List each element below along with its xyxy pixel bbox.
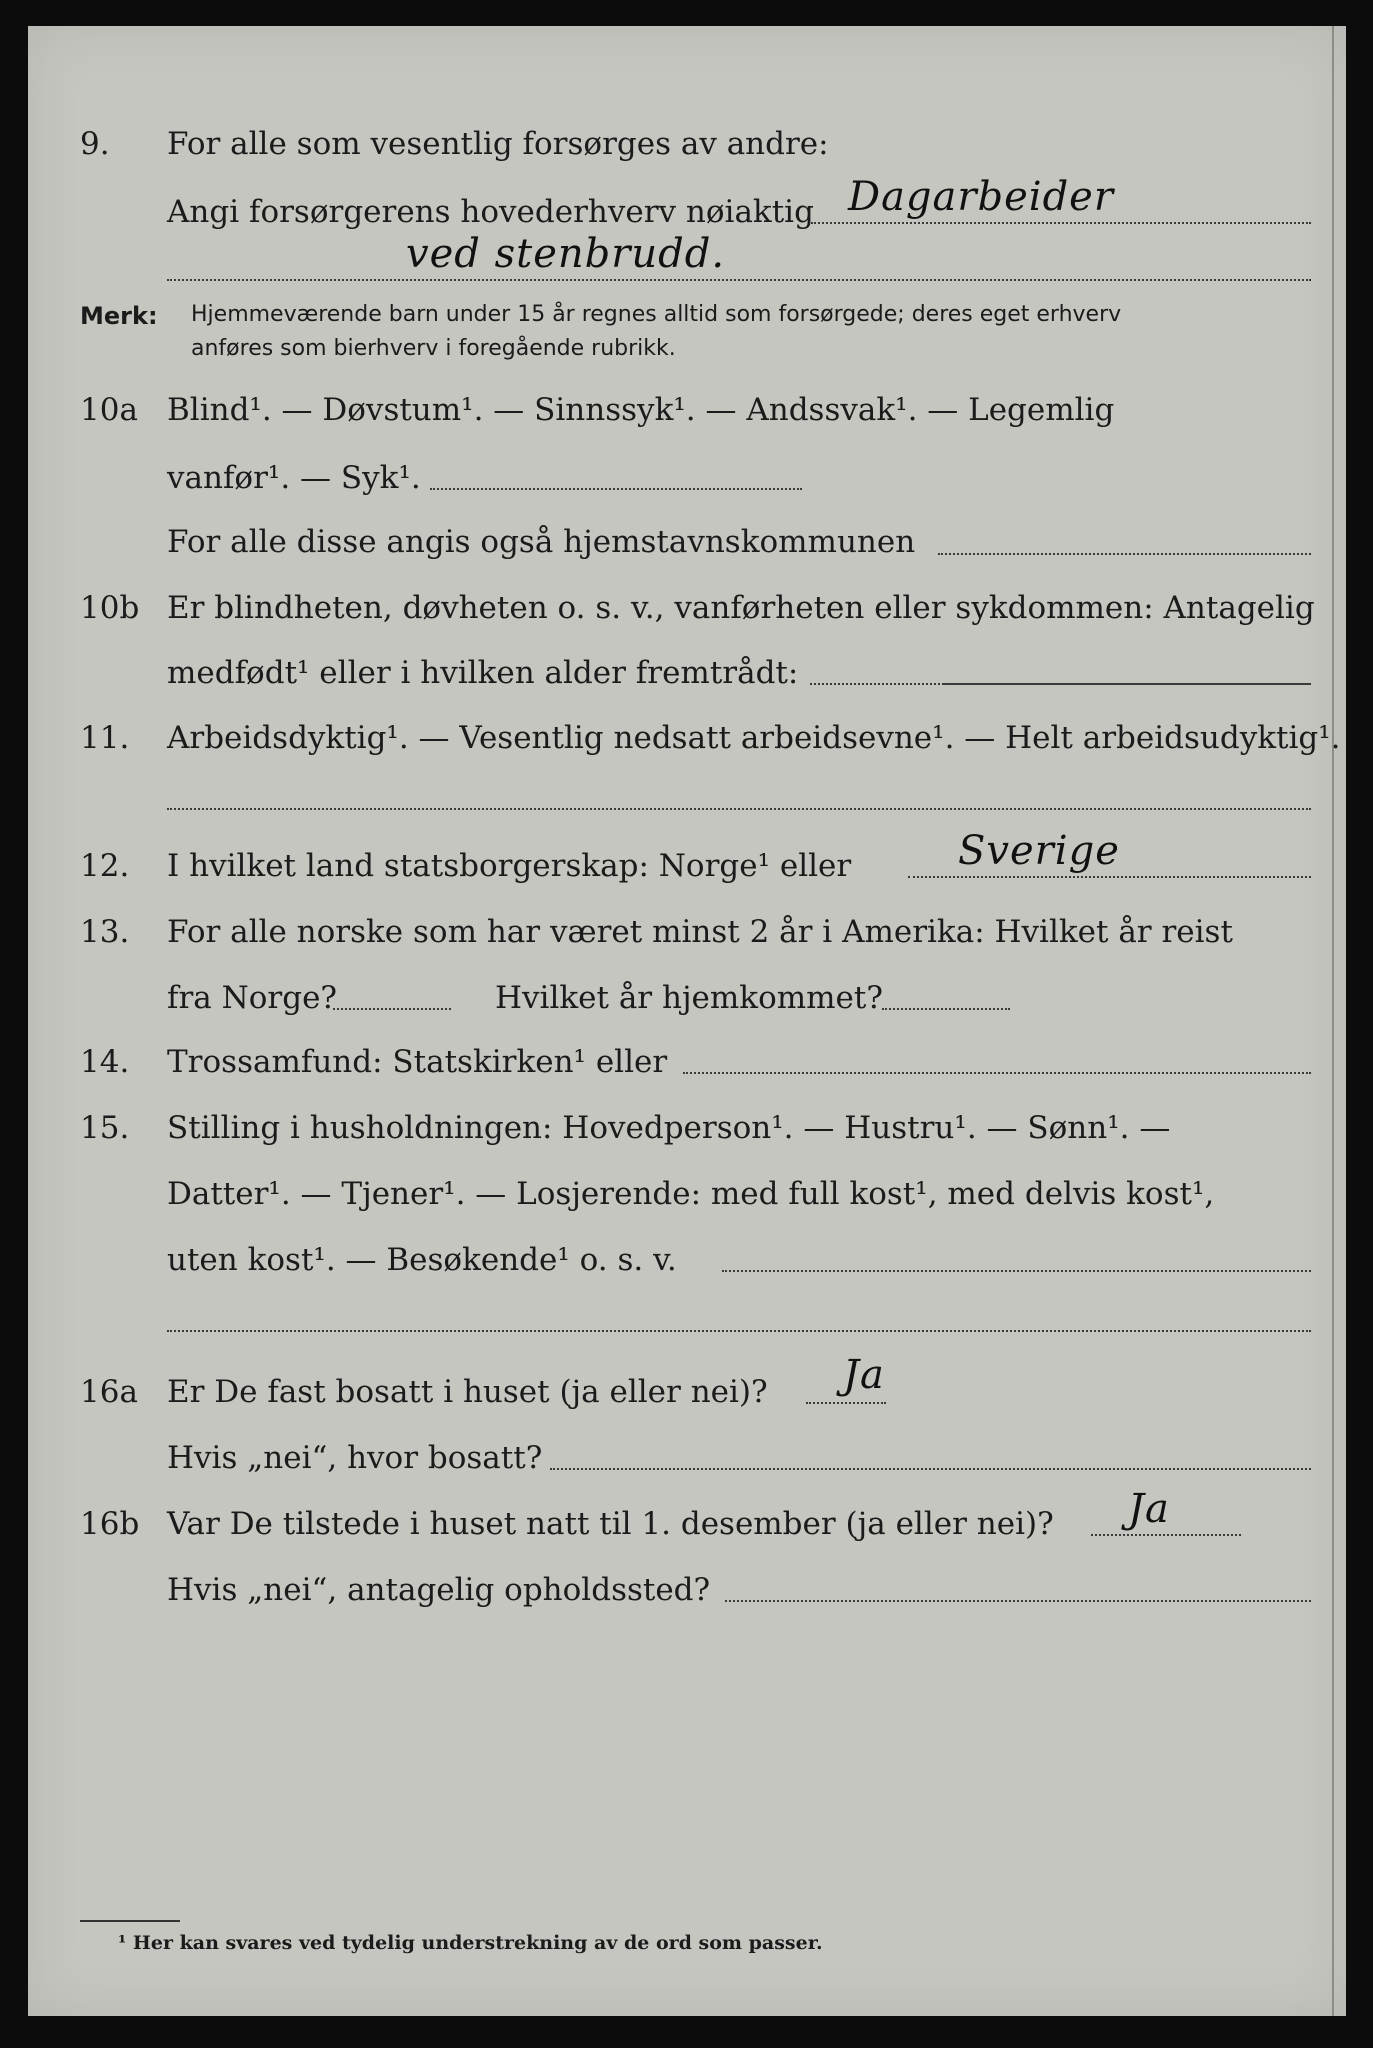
q15-text-line2: Datter¹. — Tjener¹. — Losjerende: med full kost¹, med delvis kost¹, (167, 1176, 1215, 1212)
q16b-number: 16b (80, 1506, 140, 1542)
q10b-text-line1: Er blindheten, døvheten o. s. v., vanførheten eller sykdommen: Antagelig (167, 590, 1315, 626)
q11-number: 11. (80, 720, 130, 756)
q14-number: 14. (80, 1044, 130, 1080)
q10b-answer-dots (810, 683, 948, 685)
q9-number: 9. (80, 126, 110, 162)
q10b-line2 (28, 651, 1346, 695)
q9-answer-line2 (167, 279, 1311, 281)
q16b-answer-line (1091, 1534, 1241, 1536)
census-form-sheet (28, 26, 1346, 2016)
q9-text-line1: For alle som vesentlig forsørges av andre: (167, 126, 829, 162)
q15-answer-line2 (167, 1330, 1311, 1332)
q9-handwritten-answer-part1: Dagarbeider (848, 174, 1114, 220)
q16a-handwritten-answer: Ja (843, 1352, 885, 1398)
sheet-edge-line (1332, 26, 1334, 2016)
q16a-line2 (28, 1436, 1346, 1480)
q15-text-line3: uten kost¹. — Besøkende¹ o. s. v. (167, 1242, 677, 1278)
q10b-number: 10b (80, 590, 140, 626)
q16b-handwritten-answer: Ja (1128, 1486, 1170, 1532)
q13-text-line2b: Hvilket år hjemkommet? (495, 980, 883, 1016)
q10a-answer-line1 (430, 488, 802, 490)
q12-answer-line (908, 876, 1311, 878)
q15-text-line1: Stilling i husholdningen: Hovedperson¹. — Hustru¹. — Sønn¹. — (167, 1110, 1171, 1146)
q13-text-line1: For alle norske som har været minst 2 år i Amerika: Hvilket år reist (167, 914, 1233, 950)
q12-handwritten-answer: Sverige (958, 828, 1120, 874)
q9-line2 (28, 190, 1346, 234)
q15-line3 (28, 1238, 1346, 1282)
q11-answer-line (167, 808, 1311, 810)
merk-text-line1: Hjemmeværende barn under 15 år regnes alltid som forsørgede; deres eget erhverv (191, 302, 1122, 327)
q14-line1 (28, 1040, 1346, 1084)
q11-text-line1: Arbeidsdyktig¹. — Vesentlig nedsatt arbeidsevne¹. — Helt arbeidsudyktig¹. (167, 720, 1341, 756)
q12-text-line1: I hvilket land statsborgerskap: Norge¹ eller (167, 848, 852, 884)
q9-line1 (28, 122, 1346, 166)
q13-number: 13. (80, 914, 130, 950)
q14-text-line1: Trossamfund: Statskirken¹ eller (167, 1044, 668, 1080)
q11-line1 (28, 716, 1346, 760)
merk-text-line2: anføres som bierhverv i foregående rubrikk. (191, 336, 676, 361)
q16b-line2 (28, 1568, 1346, 1612)
q9-text-line2: Angi forsørgerens hovederhverv nøiaktig (167, 194, 814, 230)
q16a-bosatt-line (550, 1468, 1311, 1470)
footnote-rule (80, 1920, 180, 1922)
q15-answer-line1 (722, 1270, 1311, 1272)
q10a-line1 (28, 388, 1346, 432)
q15-line1 (28, 1106, 1346, 1150)
q15-number: 15. (80, 1110, 130, 1146)
q16b-opholdssted-line (725, 1600, 1311, 1602)
q10a-line3 (28, 520, 1346, 564)
q10b-text-line2: medfødt¹ eller i hvilken alder fremtrådt: (167, 655, 799, 691)
q12-line1 (28, 844, 1346, 888)
q10a-text-line1: Blind¹. — Døvstum¹. — Sinnssyk¹. — Andssvak¹. — Legemlig (167, 392, 1115, 428)
q15-line2 (28, 1172, 1346, 1216)
q13-line1 (28, 910, 1346, 954)
merk-label: Merk: (80, 302, 158, 330)
q10a-text-line3: For alle disse angis også hjemstavnskommunen (167, 524, 916, 560)
q16a-number: 16a (80, 1374, 138, 1410)
q9-answer-line1 (811, 222, 1311, 224)
footnote-text: ¹ Her kan svares ved tydelig understrekning av de ord som passer. (118, 1932, 823, 1954)
q10a-answer-line2 (938, 553, 1311, 555)
q10a-number: 10a (80, 392, 138, 428)
q14-answer-line (683, 1072, 1311, 1074)
q10a-text-line2: vanfør¹. — Syk¹. (167, 460, 421, 496)
q13-line2 (28, 976, 1346, 1020)
q13-answer-reist (333, 1008, 451, 1010)
q16a-text-line2: Hvis „nei“, hvor bosatt? (167, 1440, 543, 1476)
q16a-answer-line (806, 1402, 886, 1404)
q10b-line1 (28, 586, 1346, 630)
q12-number: 12. (80, 848, 130, 884)
q16a-text-line1: Er De fast bosatt i huset (ja eller nei)? (167, 1374, 768, 1410)
q13-answer-hjemkommet (882, 1008, 1010, 1010)
q16b-text-line1: Var De tilstede i huset natt til 1. desember (ja eller nei)? (167, 1506, 1054, 1542)
q16a-line1 (28, 1370, 1346, 1414)
q16b-text-line2: Hvis „nei“, antagelig opholdssted? (167, 1572, 711, 1608)
q9-handwritten-answer-part2: ved stenbrudd. (406, 231, 726, 277)
q10a-line2 (28, 456, 1346, 500)
q13-text-line2a: fra Norge? (167, 980, 338, 1016)
q10b-answer-rule (943, 683, 1311, 685)
